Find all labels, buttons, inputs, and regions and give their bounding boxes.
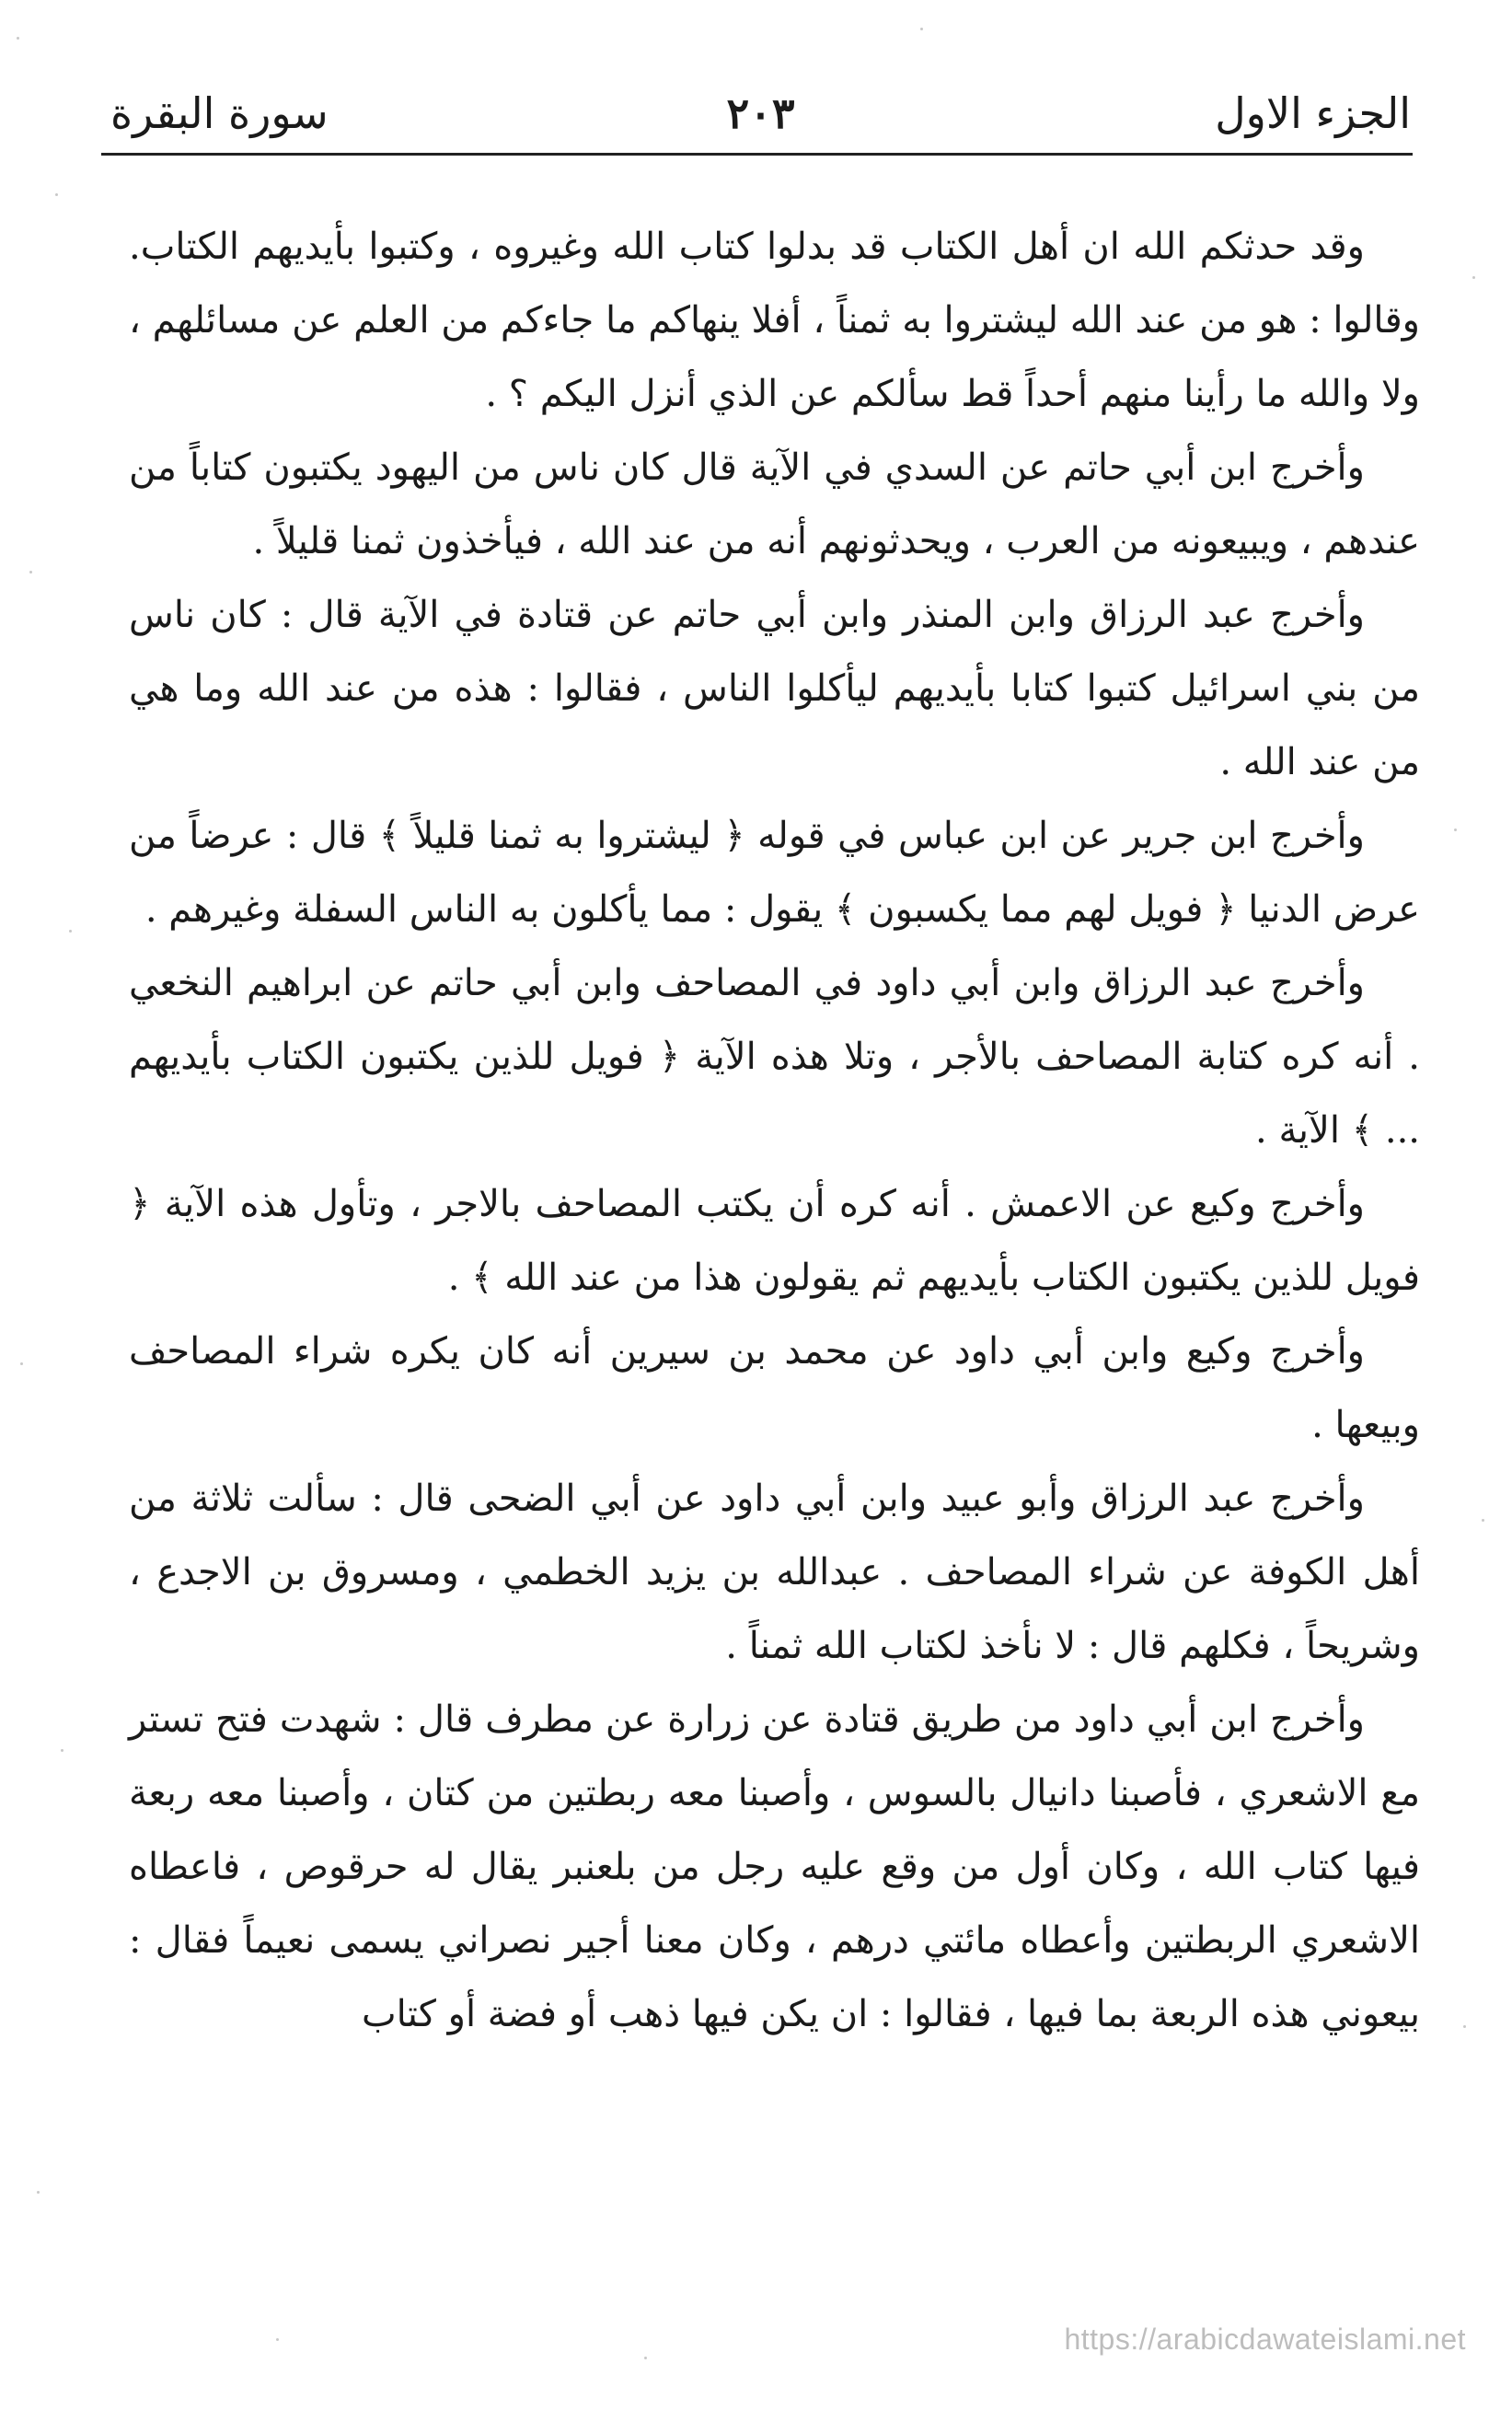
speck (1472, 276, 1475, 279)
speck (644, 2357, 647, 2359)
speck (17, 37, 19, 40)
speck (37, 2191, 40, 2194)
speck (29, 571, 32, 574)
speck (1463, 2025, 1466, 2028)
paragraph: وأخرج وكيع وابن أبي داود عن محمد بن سيرين أنه كان يكره شراء المصاحف وبيعها . (129, 1330, 1420, 1446)
header-divider (101, 153, 1413, 156)
paragraph: وأخرج ابن جرير عن ابن عباس في قوله ﴿ ليشتروا به ثمنا قليلاً ﴾ قال : عرضاً من عرض الدنيا ﴿ فويل لهم مما يكسبون ﴾ يقول : مما يأكلون به الناس السفلة وغيرهم . (129, 815, 1420, 931)
paragraph: وقد حدثكم الله ان أهل الكتاب قد بدلوا كتاب الله وغيروه ، وكتبوا بأيديهم الكتاب. وقالوا : هو من عند الله ليشتروا به ثمناً ، أفلا ينهاكم ما جاءكم من العلم عن مسائلهم ، ولا والله ما رأينا منهم أحداً قط سألكم عن الذي أنزل اليكم ؟ . (129, 226, 1421, 415)
part-title: الجزء الاول (1215, 88, 1411, 138)
speck (69, 930, 72, 933)
paragraph: وأخرج عبد الرزاق وابن أبي داود في المصاحف وابن أبي حاتم عن ابراهيم النخعي . أنه كره كتابة المصاحف بالأجر ، وتلا هذه الآية ﴿ فويل للذين يكتبون الكتاب بأيديهم ... ﴾ الآية . (129, 962, 1420, 1152)
paragraph: وأخرج عبد الرزاق وأبو عبيد وابن أبي داود عن أبي الضحى قال : سألت ثلاثة من أهل الكوفة عن شراء المصاحف . عبدالله بن يزيد الخطمي ، ومسروق بن الاجدع ، وشريحاً ، فكلهم قال : لا نأخذ لكتاب الله ثمناً . (129, 1477, 1420, 1667)
speck (1482, 1519, 1484, 1522)
speck (55, 193, 58, 196)
paragraph: وأخرج وكيع عن الاعمش . أنه كره أن يكتب المصاحف بالاجر ، وتأول هذه الآية ﴿ فويل للذين يكتبون الكتاب بأيديهم ثم يقولون هذا من عند الله ﴾ . (129, 1183, 1420, 1299)
paragraph: وأخرج عبد الرزاق وابن المنذر وابن أبي حاتم عن قتادة في الآية قال : كان ناس من بني اسرائيل كتبوا كتابا بأيديهم ليأكلوا الناس ، فقالوا : هذه من عند الله وما هي من عند الله . (129, 594, 1420, 783)
surah-title: سورة البقرة (110, 88, 329, 138)
speck (1454, 828, 1457, 831)
page-header (110, 81, 1411, 145)
speck (276, 2338, 279, 2341)
page-body (129, 210, 1420, 2051)
speck (61, 1749, 63, 1752)
paragraph: وأخرج ابن أبي داود من طريق قتادة عن زرارة عن مطرف قال : شهدت فتح تستر مع الاشعري ، فأصبنا دانيال بالسوس ، وأصبنا معه ربطتين من كتان ، وأصبنا معه ربعة فيها كتاب الله ، وكان أول من وقع عليه رجل من بلعنبر يقال له حرقوص ، فاعطاه الاشعري الربطتين وأعطاه مائتي درهم ، وكان معنا أجير نصراني يسمى نعيماً فقال : بيعوني هذه الربعة بما فيها ، فقالوا : ان يكن فيها ذهب أو فضة أو كتاب (129, 1698, 1420, 2035)
paragraph: وأخرج ابن أبي حاتم عن السدي في الآية قال كان ناس من اليهود يكتبون كتاباً من عندهم ، ويبيعونه من العرب ، ويحدثونهم أنه من عند الله ، فيأخذون ثمنا قليلاً . (129, 446, 1420, 562)
source-watermark: https://arabicdawateislami.net (1064, 2323, 1466, 2356)
speck (920, 28, 923, 30)
speck (20, 1362, 23, 1365)
page-number: ٢٠٣ (726, 88, 795, 138)
